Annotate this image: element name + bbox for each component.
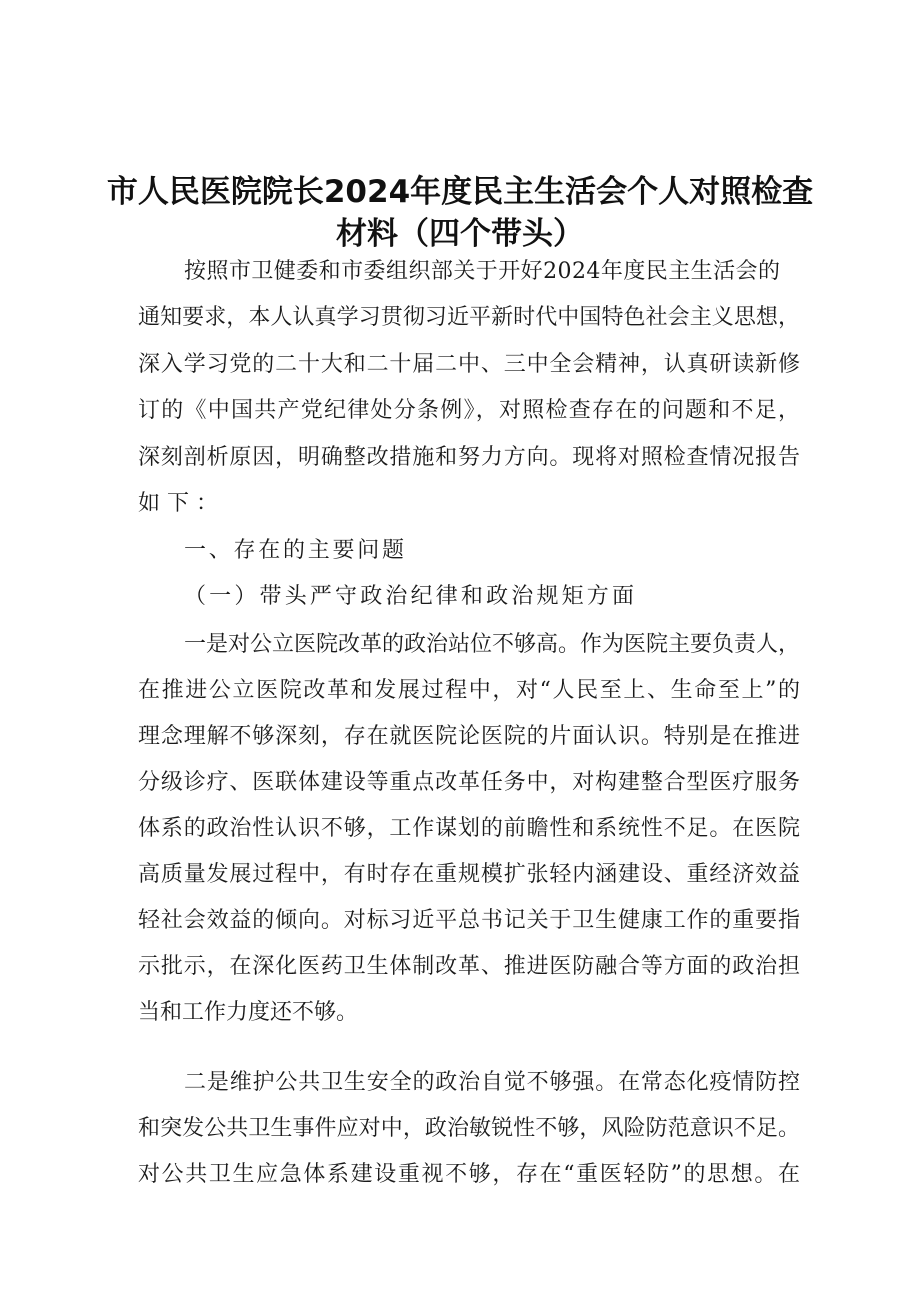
para1-line-2: 在推进公立医院改革和发展过程中，对“人民至上、生命至上”的 <box>138 678 802 703</box>
section-heading: 一、存在的主要问题 <box>184 538 407 563</box>
intro-line-3: 深入学习党的二十大和二十届二中、三中全会精神，认真研读新修 <box>138 352 801 377</box>
intro-line-5: 深刻剖析原因，明确整改措施和努力方向。现将对照检查情况报告 <box>138 445 801 470</box>
para2-line-3: 对公共卫生应急体系建设重视不够，存在“重医轻防”的思想。在 <box>138 1162 802 1187</box>
document-title-line-1: 市人民医院院长2024年度民主生活会个人对照检查 <box>106 174 814 210</box>
para1-line-8: 示批示，在深化医药卫生体制改革、推进医防融合等方面的政治担 <box>138 954 801 979</box>
intro-line-2: 通知要求，本人认真学习贯彻习近平新时代中国特色社会主义思想， <box>138 305 801 330</box>
para1-line-1: 一是对公立医院改革的政治站位不够高。作为医院主要负责人， <box>184 632 800 657</box>
intro-line-1: 按照市卫健委和市委组织部关于开好2024年度民主生活会的 <box>184 259 781 284</box>
document-title-line-2: 材料（四个带头） <box>336 216 584 252</box>
intro-line-6: 如下： <box>138 491 225 516</box>
intro-line-4: 订的《中国共产党纪律处分条例》，对照检查存在的问题和不足， <box>138 398 802 423</box>
para2-line-1: 二是维护公共卫生安全的政治自觉不够强。在常态化疫情防控 <box>184 1070 801 1095</box>
para1-line-4: 分级诊疗、医联体建设等重点改革任务中，对构建整合型医疗服务 <box>138 770 801 795</box>
para1-line-6: 高质量发展过程中，有时存在重规模扩张轻内涵建设、重经济效益 <box>138 862 801 887</box>
para1-line-9: 当和工作力度还不够。 <box>138 1000 358 1025</box>
para1-line-5: 体系的政治性认识不够，工作谋划的前瞻性和系统性不足。在医院 <box>138 816 801 841</box>
para2-line-2: 和突发公共卫生事件应对中，政治敏锐性不够，风险防范意识不足。 <box>138 1116 801 1141</box>
para1-line-3: 理念理解不够深刻，存在就医院论医院的片面认识。特别是在推进 <box>138 724 801 749</box>
para1-line-7: 轻社会效益的倾向。对标习近平总书记关于卫生健康工作的重要指 <box>138 908 801 933</box>
subsection-heading: （一）带头严守政治纪律和政治规矩方面 <box>184 584 638 609</box>
